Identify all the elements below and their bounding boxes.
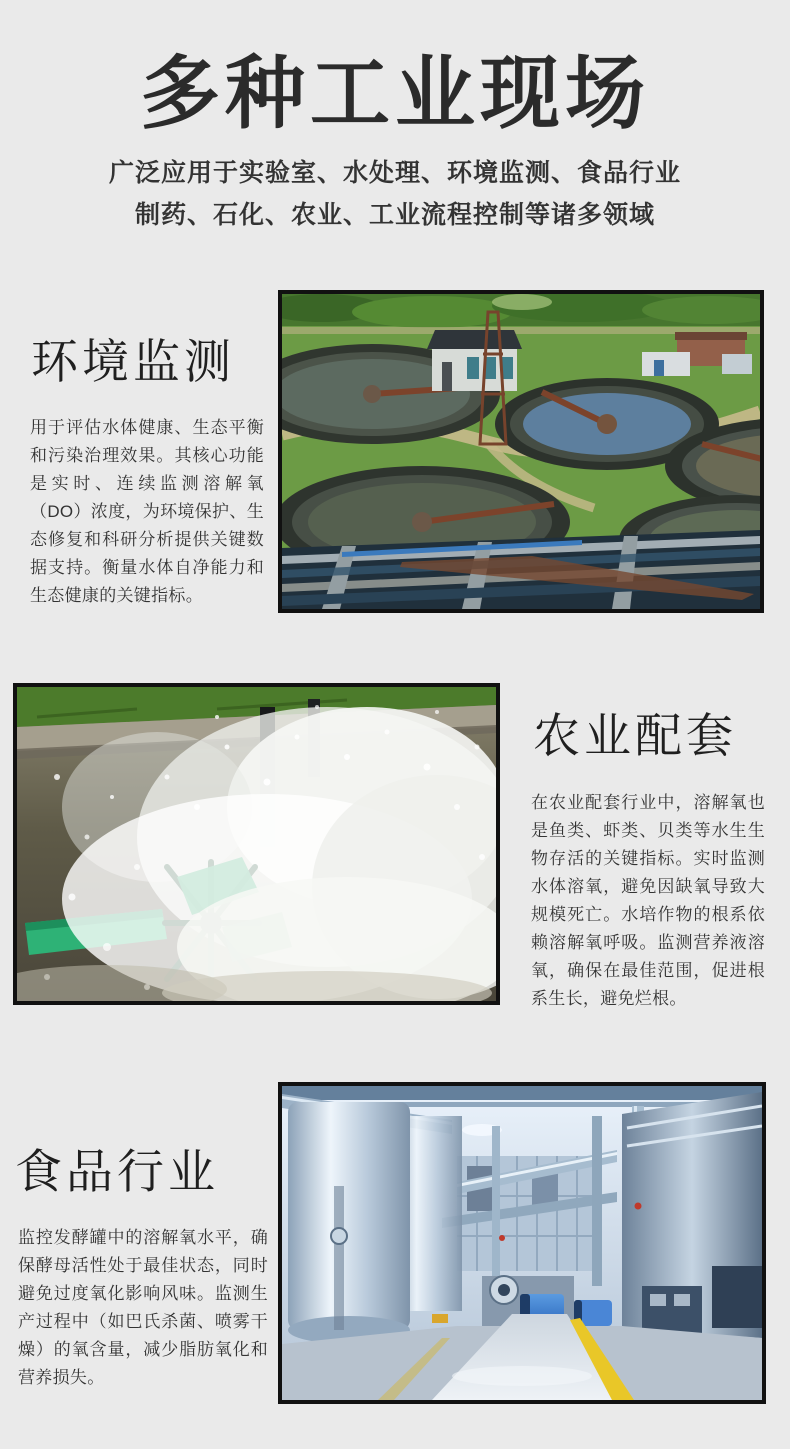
section-heading-agriculture: 农业配套 xyxy=(533,709,737,762)
section-body-food: 监控发酵罐中的溶解氧水平，确保酵母活性处于最佳状态，同时避免过度氧化影响风味。监测生产过程中（如巴氏杀菌、喷雾干燥）的氧含量，减少脂肪氧化和营养损失。 xyxy=(18,1228,268,1387)
wastewater-treatment-plant-photo xyxy=(278,290,764,613)
pond-aerator-photo xyxy=(13,683,500,1005)
section-heading-environment: 环境监测 xyxy=(31,335,235,388)
pond-aerator-illustration xyxy=(17,687,496,1001)
page-title: 多种工业现场 xyxy=(140,49,650,138)
section-body-agriculture: 在农业配套行业中，溶解氧也是鱼类、虾类、贝类等水生生物存活的关键指标。实时监测水体溶氧，避免因缺氧导致大规模死亡。水培作物的根系依赖溶解氧呼吸。监测营养液溶氧，确保在最佳范围，促进根系生长，避免烂根。 xyxy=(531,793,765,1008)
food-factory-photo xyxy=(278,1082,766,1404)
food-factory-illustration xyxy=(282,1086,762,1400)
section-heading-food: 食品行业 xyxy=(15,1145,219,1198)
subtitle-line-1: 广泛应用于实验室、水处理、环境监测、食品行业 xyxy=(108,159,681,187)
subtitle-line-2: 制药、石化、农业、工业流程控制等诸多领域 xyxy=(134,201,655,229)
section-body-environment: 用于评估水体健康、生态平衡和污染治理效果。其核心功能是实时、连续监测溶解氧（DO）浓度，为环境保护、生态修复和科研分析提供关键数据支持。衡量水体自净能力和生态健康的关键指标。 xyxy=(30,418,264,605)
wastewater-treatment-plant-illustration xyxy=(282,294,760,609)
